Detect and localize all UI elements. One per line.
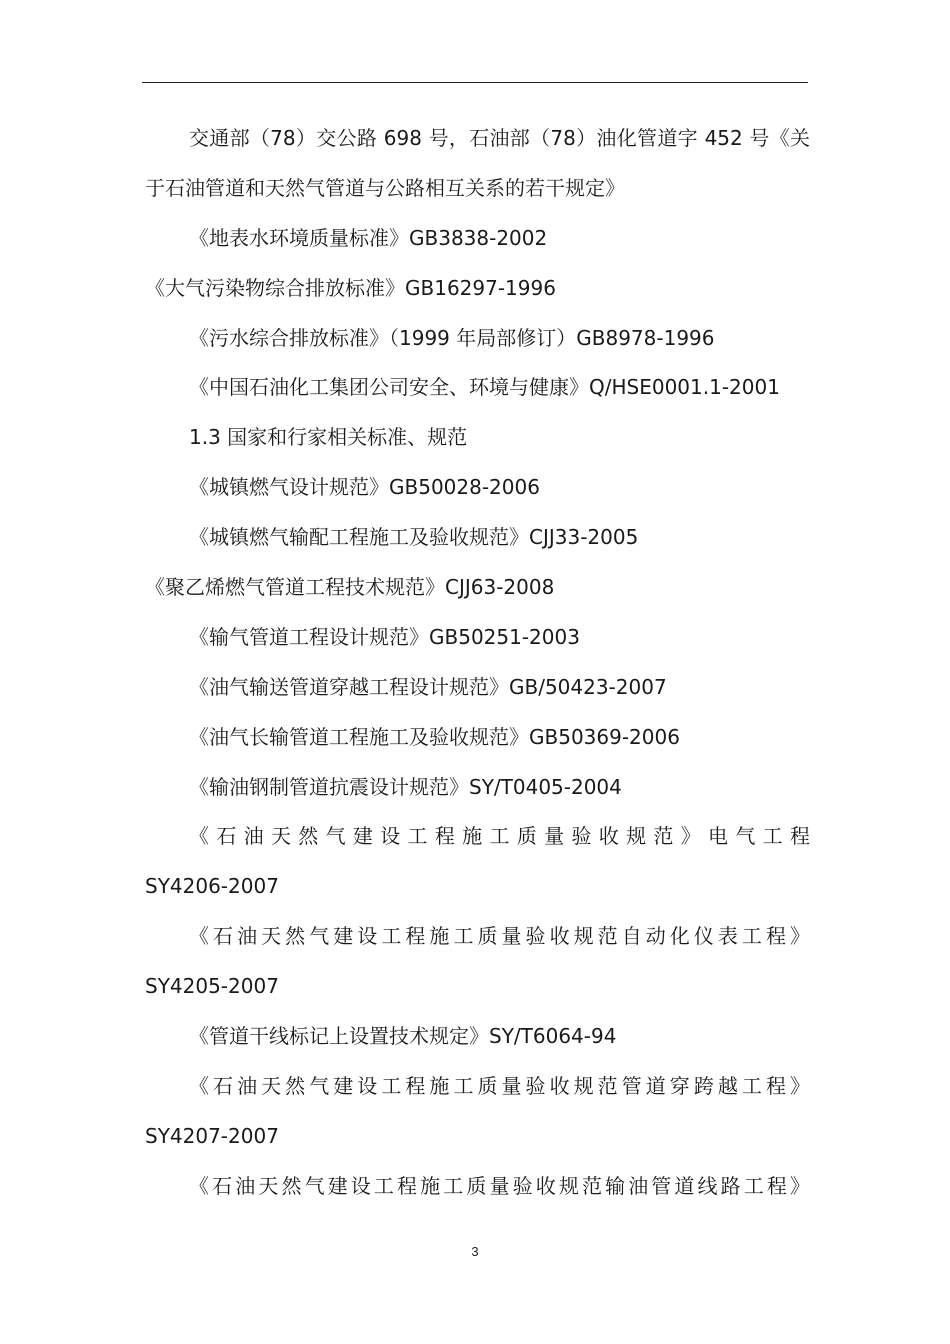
text-line: 《石油天然气建设工程施工质量验收规范自动化仪表工程》 (189, 924, 810, 949)
text-line: 《中国石油化工集团公司安全、环境与健康》Q/HSE0001.1-2001 (189, 375, 780, 400)
text-line: 《石油天然气建设工程施工质量验收规范输油管道线路工程》 (189, 1173, 810, 1198)
text-line: 《地表水环境质量标准》GB3838-2002 (189, 225, 548, 250)
body-text (145, 114, 810, 1212)
text-line: 交通部（78）交公路 698 号，石油部（78）油化管道字 452 号《关 (189, 126, 810, 150)
text-line: SY4206-2007 (145, 874, 279, 899)
header-rule (142, 82, 808, 83)
text-line: SY4207-2007 (145, 1123, 279, 1148)
text-line: SY4205-2007 (145, 974, 279, 999)
text-line: 《石油天然气建设工程施工质量验收规范管道穿跨越工程》 (189, 1073, 810, 1098)
text-line: 于石油管道和天然气管道与公路相互关系的若干规定》 (145, 175, 625, 200)
text-line: 《污水综合排放标准》（1999 年局部修订）GB8978-1996 (189, 325, 715, 350)
text-line: 《输油钢制管道抗震设计规范》SY/T0405-2004 (189, 774, 622, 799)
text-line: 《聚乙烯燃气管道工程技术规范》CJJ63-2008 (145, 575, 555, 600)
text-line: 《石油天然气建设工程施工质量验收规范》电气工程 (189, 824, 810, 849)
text-line: 《油气长输管道工程施工及验收规范》GB50369-2006 (189, 724, 680, 749)
text-line: 《输气管道工程设计规范》GB50251-2003 (189, 624, 580, 649)
page-number: 3 (471, 1244, 479, 1259)
text-line: 《大气污染物综合排放标准》GB16297-1996 (145, 275, 556, 300)
text-line: 《管道干线标记上设置技术规定》SY/T6064-94 (189, 1024, 617, 1049)
text-line: 《城镇燃气设计规范》GB50028-2006 (189, 475, 540, 500)
text-line: 《城镇燃气输配工程施工及验收规范》CJJ33-2005 (189, 525, 639, 550)
text-line: 《油气输送管道穿越工程设计规范》GB/50423-2007 (189, 674, 667, 699)
section-heading: 1.3 国家和行家相关标准、规范 (189, 425, 468, 450)
